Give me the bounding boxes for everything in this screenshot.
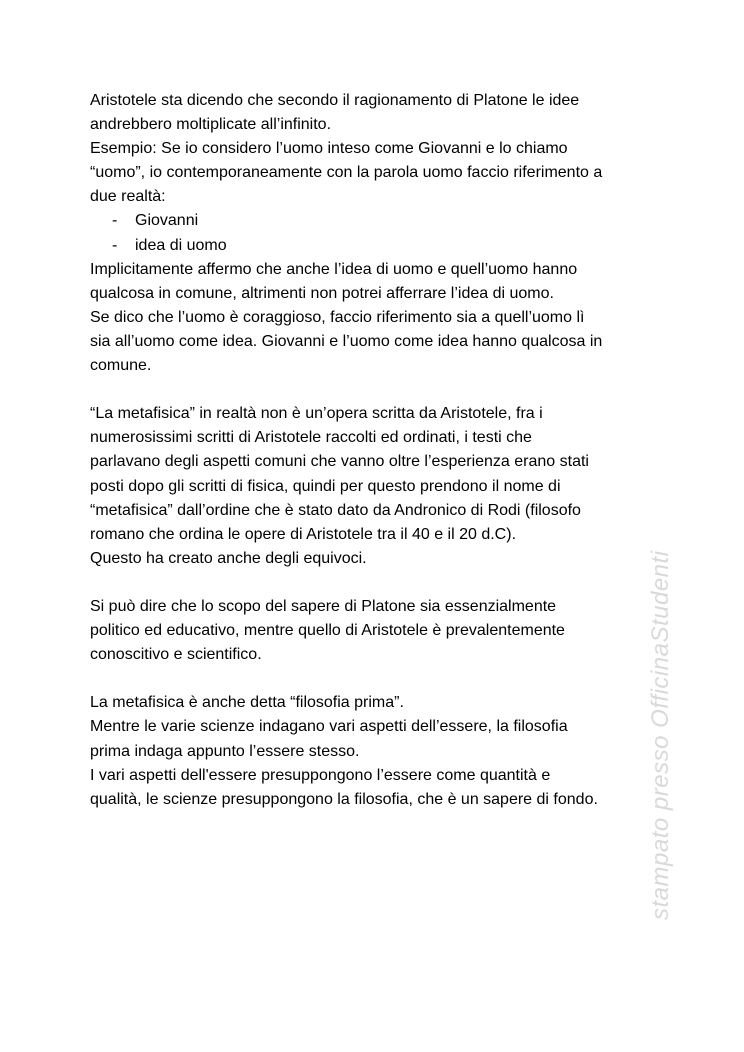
document-page	[90, 89, 670, 812]
list-item-text: idea di uomo	[135, 236, 227, 254]
text-line: prima indaga appunto l’essere stesso.	[90, 742, 360, 760]
paragraph-metafisica-opera	[90, 402, 670, 571]
text-line: romano che ordina le opere di Aristotele tra il 40 e il 20 d.C).	[90, 525, 517, 543]
text-line: sia all’uomo come idea. Giovanni e l’uomo come idea hanno qualcosa in	[90, 332, 603, 350]
text-line: “La metafisica” in realtà non è un’opera scritta da Aristotele, fra i	[90, 405, 543, 423]
text-line: Questo ha creato anche degli equivoci.	[90, 549, 367, 567]
text-line: I vari aspetti dell'essere presuppongono l’essere come quantità e	[90, 766, 551, 784]
text-line: numerosissimi scritti di Aristotele raccolti ed ordinati, i testi che	[90, 429, 532, 447]
text-line: “metafisica” dall’ordine che è stato dato da Andronico di Rodi (filosofo	[90, 501, 581, 519]
paragraph-spacer	[90, 667, 670, 691]
text-line: due realtà:	[90, 188, 166, 206]
text-line: conoscitivo e scientifico.	[90, 646, 262, 664]
list-item	[90, 209, 670, 233]
text-line: parlavano degli aspetti comuni che vanno oltre l’esperienza erano stati	[90, 453, 589, 471]
paragraph-spacer	[90, 571, 670, 595]
bullet-list	[90, 209, 670, 257]
watermark: stampato presso OfficinaStudenti	[647, 550, 674, 920]
text-line: Aristotele sta dicendo che secondo il ragionamento di Platone le idee	[90, 92, 580, 109]
text-line: andrebbero moltiplicate all’infinito.	[90, 116, 332, 134]
text-line: Implicitamente affermo che anche l’idea di uomo e quell’uomo hanno	[90, 260, 578, 278]
list-item-text: Giovanni	[135, 212, 199, 230]
text-line: comune.	[90, 357, 152, 375]
paragraph-spacer	[90, 378, 670, 402]
paragraph-scopo-sapere	[90, 595, 670, 667]
text-line: Mentre le varie scienze indagano vari aspetti dell’essere, la filosofia	[90, 718, 568, 736]
text-line: Esempio: Se io considero l’uomo inteso come Giovanni e lo chiamo	[90, 140, 568, 158]
text-line: posti dopo gli scritti di fisica, quindi per questo prendono il nome di	[90, 477, 561, 495]
paragraph-implicitamente	[90, 258, 670, 378]
list-marker: -	[112, 236, 118, 254]
paragraph-platone-idee	[90, 89, 670, 209]
text-line: politico ed educativo, mentre quello di Aristotele è prevalentemente	[90, 622, 565, 640]
list-marker: -	[112, 212, 118, 230]
paragraph-filosofia-prima	[90, 691, 670, 811]
text-line: “uomo”, io contemporaneamente con la parola uomo faccio riferimento a	[90, 164, 603, 182]
text-line: qualcosa in comune, altrimenti non potrei afferrare l’idea di uomo.	[90, 284, 554, 302]
list-item	[90, 234, 670, 258]
text-line: La metafisica è anche detta “filosofia prima”.	[90, 694, 404, 712]
text-line: Se dico che l’uomo è coraggioso, faccio riferimento sia a quell’uomo lì	[90, 308, 585, 326]
text-line: Si può dire che lo scopo del sapere di Platone sia essenzialmente	[90, 597, 557, 615]
text-line: qualità, le scienze presuppongono la filosofia, che è un sapere di fondo.	[90, 790, 598, 808]
